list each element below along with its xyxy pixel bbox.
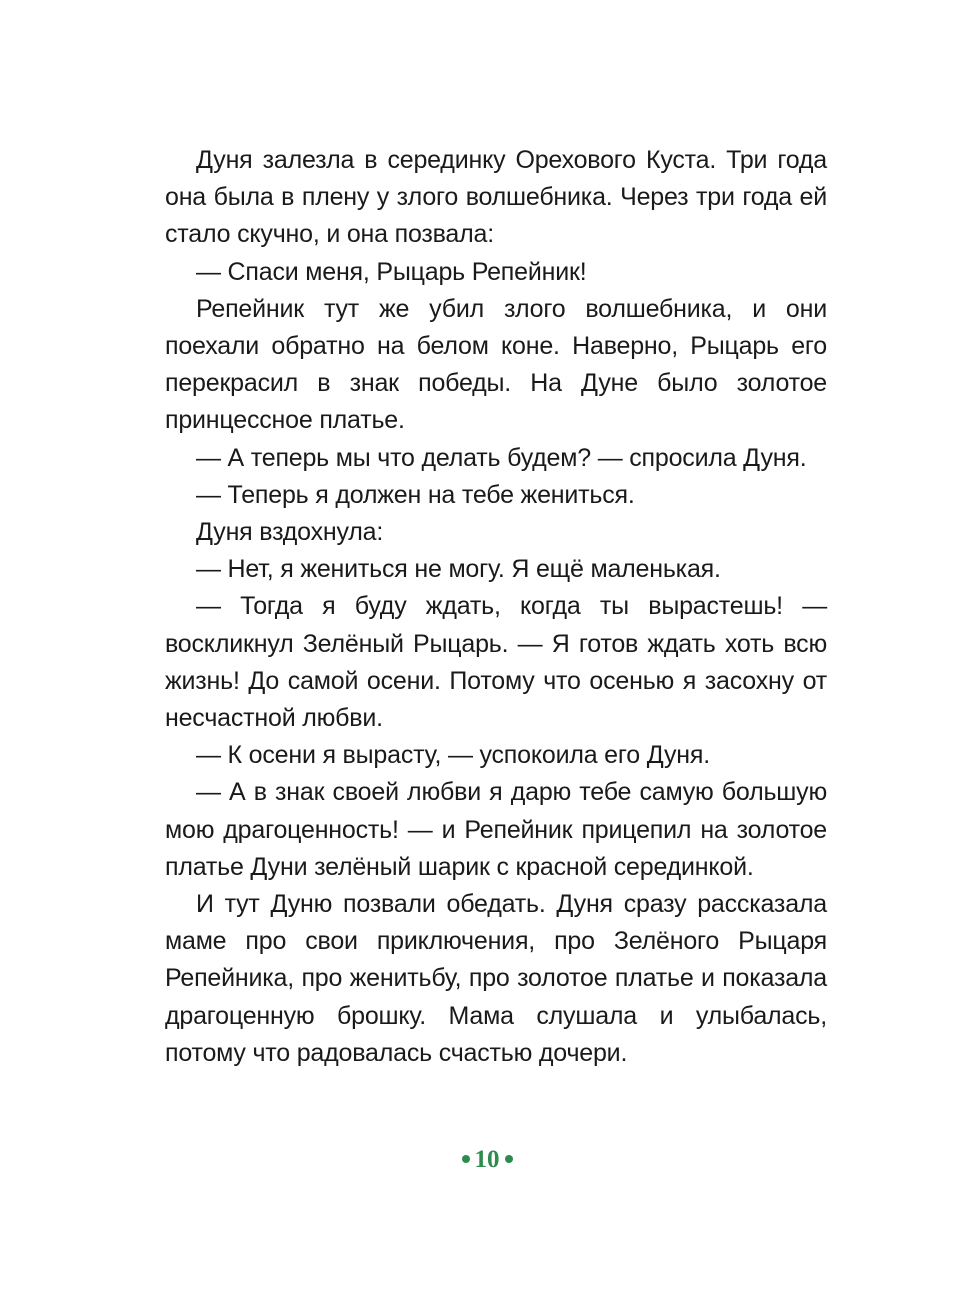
paragraph: Дуня залезла в серединку Орехового Куста. Три года она была в плену у злого волшебника. Через три года ей стало скучно, и она позвала: [165,146,827,249]
paragraph: И тут Дуню позвали обедать. Дуня сразу рассказала маме про свои приключения, про Зелёного Рыцаря Репейника, про женитьбу, про золотое платье и показала драгоценную брошку. Мама слушала и улыбалась, потому что радовалась счастью дочери. [165,890,827,1067]
story-text [165,142,827,1072]
dialogue-line: — Нет, я жениться не могу. Я ещё маленькая. [196,555,721,584]
dialogue-line: — К осени я вырасту, — успокоила его Дуня. [196,741,710,770]
paragraph: Репейник тут же убил злого волшебника, и они поехали обратно на белом коне. Наверно, Рыцарь его перекрасил в знак победы. На Дуне было золотое принцессное платье. [165,294,827,435]
dot-left-icon [462,1155,470,1163]
dot-right-icon [505,1155,513,1163]
paragraph: Дуня вздохнула: [196,518,384,547]
dialogue-line: — Теперь я должен на тебе жениться. [196,480,635,509]
dialogue-line: — Тогда я буду ждать, когда ты вырастешь! — воскликнул Зелёный Рыцарь. — Я готов ждать хоть всю жизнь! До самой осени. Потому что осенью я засохну от несчастной любви. [165,592,827,733]
dialogue-line: — А теперь мы что делать будем? — спросила Дуня. [196,443,807,472]
page-number-footer [0,1145,974,1175]
page-number: 10 [474,1146,500,1173]
dialogue-line: — А в знак своей любви я дарю тебе самую большую мою драгоценность! — и Репейник прицепил на золотое платье Дуни зелёный шарик с красной серединкой. [165,778,827,881]
dialogue-line: — Спаси меня, Рыцарь Репейник! [196,257,587,286]
